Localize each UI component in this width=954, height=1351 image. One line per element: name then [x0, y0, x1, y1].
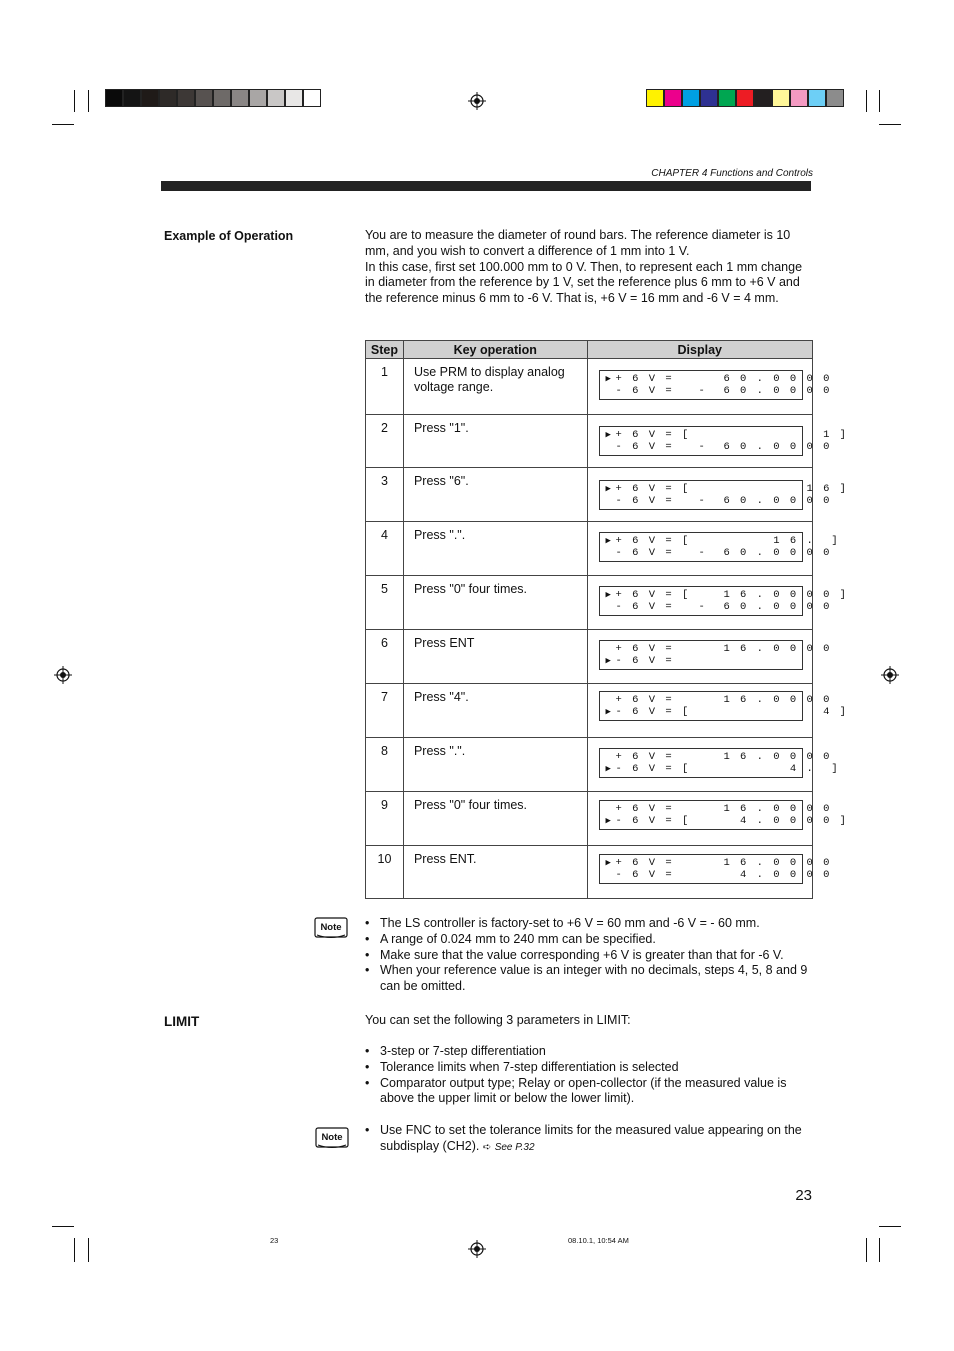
registration-mark-icon [881, 666, 899, 684]
crop-mark [879, 1238, 880, 1262]
footer-page: 23 [270, 1236, 279, 1245]
display-line: + 6 V = 6 0 . 0 0 0 0 [615, 373, 832, 385]
crop-mark [866, 90, 867, 112]
column-header-step: Step [366, 341, 404, 359]
step-number: 6 [366, 630, 404, 684]
color-swatch [664, 89, 682, 107]
arrow-icon: ➪ [482, 1141, 492, 1153]
lcd-display [599, 748, 840, 778]
lcd-display [599, 426, 848, 456]
display-cell [587, 684, 848, 738]
note-icon [315, 1125, 349, 1149]
display-line: + 6 V = [ 1 6 . ] [615, 535, 840, 547]
display-cell [587, 415, 848, 468]
lcd-display [599, 370, 832, 400]
note-icon [314, 915, 348, 939]
key-operation: Press ENT. [403, 846, 587, 899]
display-line: - 6 V = 4 . 0 0 0 0 [615, 868, 832, 881]
display-line: + 6 V = 1 6 . 0 0 0 0 [615, 694, 832, 706]
example-paragraph-2: In this case, first set 100.000 mm to 0 V. Then, to represent each 1 mm change in diameter from the reference by 1 V, set the reference plus 6 mm to +6 V and the reference minus 6 mm to -6 V. That is, +6 V = 16 mm and -6 V = 4 mm. [365, 259, 803, 306]
display-line: - 6 V = [ 4 ] [615, 705, 848, 718]
display-cell [587, 576, 848, 630]
crop-mark [88, 1238, 89, 1262]
section-title-example: Example of Operation [164, 229, 294, 243]
color-swatch [123, 89, 141, 107]
step-number: 9 [366, 792, 404, 846]
key-operation: Press "1". [403, 415, 587, 468]
note-text: Use FNC to set the tolerance limits for the measured value appearing on the subdisplay (CH2). [380, 1123, 802, 1153]
lcd-display [599, 480, 848, 510]
page-number: 23 [795, 1187, 812, 1204]
display-line: - 6 V = [ 4 . 0 0 0 0 ] [615, 814, 848, 827]
display-line: - 6 V = - 6 0 . 0 0 0 0 [615, 440, 832, 453]
lcd-display [599, 586, 848, 616]
display-line: + 6 V = [ 1 6 . 0 0 0 0 ] [615, 589, 848, 601]
list-item: • 3-step or 7-step differentiation [365, 1044, 815, 1060]
step-number: 10 [366, 846, 404, 899]
section-title-limit: LIMIT [164, 1014, 200, 1029]
table-row [366, 468, 813, 522]
step-number: 7 [366, 684, 404, 738]
color-swatch [195, 89, 213, 107]
step-number: 4 [366, 522, 404, 576]
cursor-marker-icon: ▶ [605, 430, 611, 440]
table-row [366, 846, 813, 899]
step-number: 3 [366, 468, 404, 522]
header-rule [161, 181, 811, 191]
column-header-display: Display [587, 341, 812, 359]
color-swatch [808, 89, 826, 107]
display-line: + 6 V = 1 6 . 0 0 0 0 [615, 751, 832, 763]
lcd-display [599, 800, 848, 830]
color-swatch [231, 89, 249, 107]
color-control-bar [646, 89, 844, 107]
cursor-marker-icon: ▶ [605, 374, 611, 384]
note-icon-label: Note [320, 922, 342, 933]
registration-mark-icon [54, 666, 72, 684]
color-swatch [754, 89, 772, 107]
color-swatch [249, 89, 267, 107]
gray-color-bar [105, 89, 321, 107]
color-swatch [826, 89, 844, 107]
display-line: + 6 V = [ 1 ] [615, 429, 848, 441]
table-row [366, 359, 813, 415]
key-operation: Press ".". [403, 522, 587, 576]
lcd-display [599, 640, 832, 670]
color-swatch [682, 89, 700, 107]
chapter-header: CHAPTER 4 Functions and Controls [651, 168, 813, 179]
color-swatch [646, 89, 664, 107]
table-row [366, 522, 813, 576]
lcd-display [599, 532, 840, 562]
key-operation: Press "4". [403, 684, 587, 738]
display-cell [587, 738, 840, 792]
display-cell [587, 359, 832, 415]
table-row [366, 792, 813, 846]
registration-mark-icon [468, 1240, 486, 1258]
key-operation-table [365, 340, 848, 899]
crop-mark [52, 124, 74, 125]
list-item: • Comparator output type; Relay or open-collector (if the measured value is above the upper limit or below the lower limit). [365, 1076, 815, 1108]
key-operation: Press ENT [403, 630, 587, 684]
list-item: • Tolerance limits when 7-step differentiation is selected [365, 1060, 815, 1076]
key-operation: Press "6". [403, 468, 587, 522]
display-line: + 6 V = 1 6 . 0 0 0 0 [615, 643, 832, 655]
display-cell [587, 522, 840, 576]
crop-mark [88, 90, 89, 112]
display-line: - 6 V = [615, 654, 674, 667]
list-item: • The LS controller is factory-set to +6 V = 60 mm and -6 V = - 60 mm. [365, 916, 815, 932]
column-header-key-operation: Key operation [403, 341, 587, 359]
limit-intro: You can set the following 3 parameters in LIMIT: [365, 1013, 631, 1027]
table-row [366, 576, 813, 630]
note-icon-label: Note [321, 1132, 343, 1143]
step-number: 2 [366, 415, 404, 468]
registration-mark-icon [468, 92, 486, 110]
color-swatch [303, 89, 321, 107]
color-swatch [105, 89, 123, 107]
display-cell [587, 792, 848, 846]
key-operation: Press "0" four times. [403, 792, 587, 846]
display-cell [587, 846, 832, 899]
key-operation: Press "0" four times. [403, 576, 587, 630]
display-line: - 6 V = - 6 0 . 0 0 0 0 [615, 494, 832, 507]
display-line: + 6 V = [ 1 6 ] [615, 483, 848, 495]
cursor-marker-icon: ▶ [605, 590, 611, 600]
display-cell [587, 630, 832, 684]
color-swatch [267, 89, 285, 107]
color-swatch [772, 89, 790, 107]
example-paragraph [365, 228, 815, 307]
key-operation: Use PRM to display analog voltage range. [403, 359, 587, 415]
key-operation: Press ".". [403, 738, 587, 792]
crop-mark [866, 1238, 867, 1262]
lcd-display [599, 691, 848, 721]
list-item: • When your reference value is an integer with no decimals, steps 4, 5, 8 and 9 can be omitted. [365, 963, 815, 995]
color-swatch [159, 89, 177, 107]
crop-mark [52, 1226, 74, 1227]
display-line: + 6 V = 1 6 . 0 0 0 0 [615, 803, 832, 815]
table-row [366, 684, 813, 738]
crop-mark [74, 90, 75, 112]
footer-timestamp: 08.10.1, 10:54 AM [568, 1236, 629, 1245]
page-reference: See P.32 [494, 1141, 535, 1153]
color-swatch [213, 89, 231, 107]
example-paragraph-1: You are to measure the diameter of round bars. The reference diameter is 10 mm, and you wish to convert a difference of 1 mm into 1 V. [365, 228, 791, 258]
color-swatch [700, 89, 718, 107]
display-line: - 6 V = - 6 0 . 0 0 0 0 [615, 546, 832, 559]
cursor-marker-icon: ▶ [605, 655, 611, 666]
note-list [365, 1123, 815, 1156]
step-number: 5 [366, 576, 404, 630]
color-swatch [736, 89, 754, 107]
color-swatch [177, 89, 195, 107]
color-swatch [718, 89, 736, 107]
cursor-marker-icon: ▶ [605, 815, 611, 826]
limit-list [365, 1044, 815, 1107]
display-line: + 6 V = 1 6 . 0 0 0 0 [615, 857, 832, 869]
note-list [365, 916, 815, 995]
display-cell [587, 468, 848, 522]
list-item: • Make sure that the value corresponding +6 V is greater than that for -6 V. [365, 948, 815, 964]
lcd-display [599, 854, 832, 884]
cursor-marker-icon: ▶ [605, 536, 611, 546]
cursor-marker-icon: ▶ [605, 858, 611, 868]
list-item: • A range of 0.024 mm to 240 mm can be specified. [365, 932, 815, 948]
crop-mark [879, 90, 880, 112]
table-row [366, 415, 813, 468]
step-number: 1 [366, 359, 404, 415]
table-row [366, 738, 813, 792]
display-line: - 6 V = - 6 0 . 0 0 0 0 [615, 600, 832, 613]
color-swatch [285, 89, 303, 107]
step-number: 8 [366, 738, 404, 792]
crop-mark [879, 1226, 901, 1227]
cursor-marker-icon: ▶ [605, 706, 611, 717]
cursor-marker-icon: ▶ [605, 484, 611, 494]
display-line: - 6 V = - 6 0 . 0 0 0 0 [615, 384, 832, 397]
crop-mark [879, 124, 901, 125]
color-swatch [790, 89, 808, 107]
list-item [365, 1123, 815, 1156]
cursor-marker-icon: ▶ [605, 763, 611, 774]
crop-mark [74, 1238, 75, 1262]
table-row [366, 630, 813, 684]
display-line: - 6 V = [ 4 . ] [615, 762, 840, 775]
color-swatch [141, 89, 159, 107]
